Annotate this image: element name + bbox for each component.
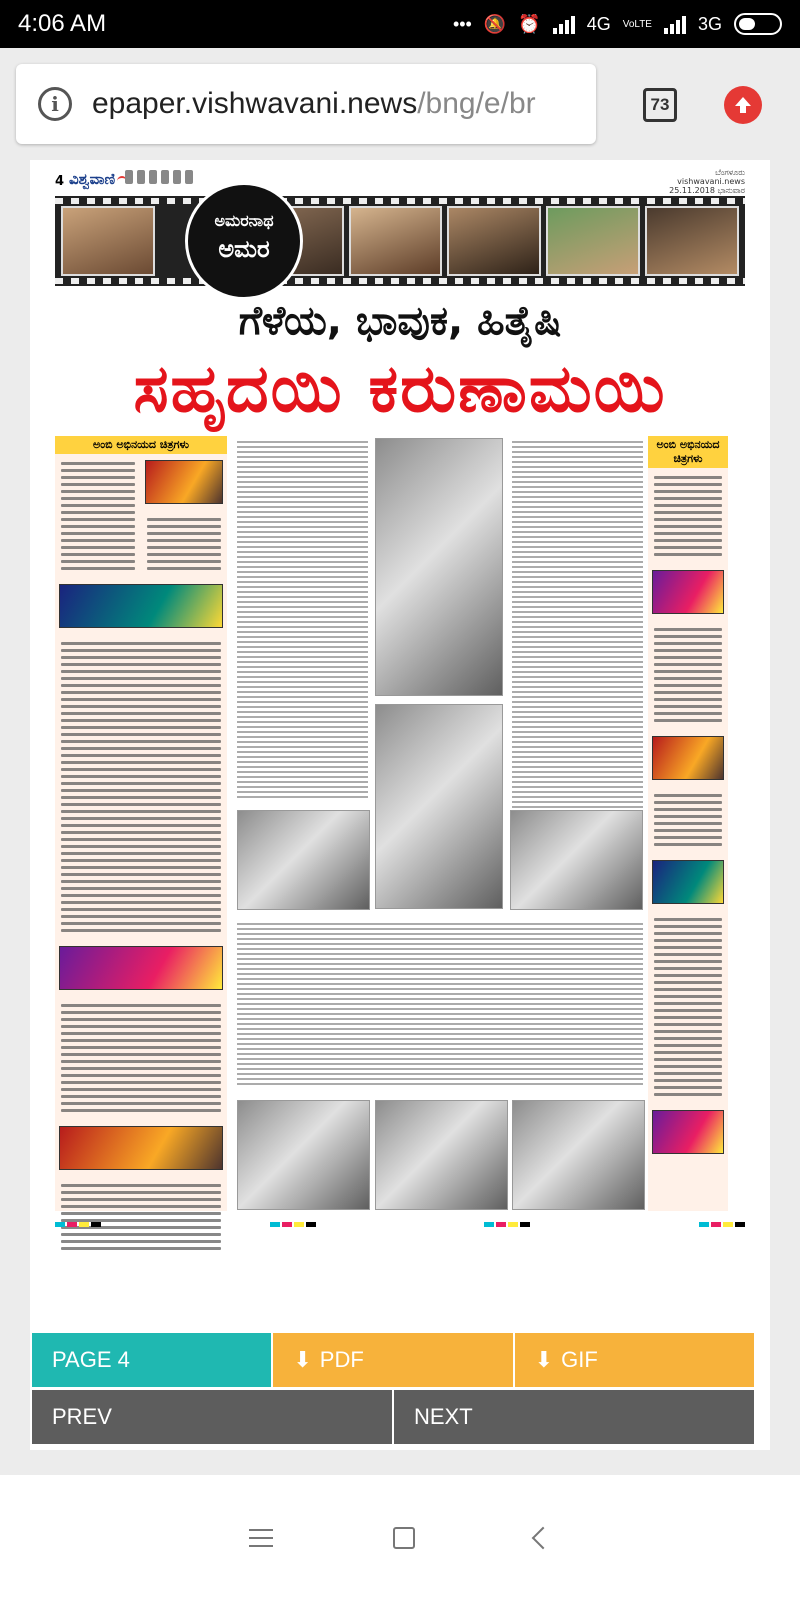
system-nav-bar [0,1475,800,1600]
gif-label: GIF [561,1347,598,1372]
url-text[interactable] [92,87,536,121]
pub-site: vishwavani.news [677,177,745,186]
gif-download-button[interactable] [515,1333,754,1387]
article-photo [375,438,503,696]
pdf-label: PDF [319,1347,364,1372]
status-icons [453,13,782,35]
film-poster [59,946,223,990]
film-poster [652,860,724,904]
page-area [0,160,800,1475]
browser-toolbar [0,48,800,160]
headline-main: ಸಹೃದಯಿ ಕರುಣಾಮಯಿ [133,350,667,427]
back-icon[interactable] [532,1526,555,1549]
article-column [510,436,645,856]
article-photo [510,810,643,910]
epaper-page[interactable] [30,160,770,1450]
film-poster [145,460,223,504]
films-heading-left: ಅಂಬಿ ಅಭಿನಯದ ಚಿತ್ರಗಳು [55,436,227,454]
badge-line-1: ಅಮರನಾಥ [214,211,274,230]
pdf-download-button[interactable] [273,1333,512,1387]
page-actions [32,1333,754,1387]
tab-switcher-button[interactable]: 73 [643,88,677,122]
photo-filmstrip [55,196,745,286]
url-path: /bng/e/br [417,87,536,120]
more-dots-icon: ••• [452,13,472,34]
page-navigation [32,1390,754,1444]
film-decoration-icon [125,170,195,190]
article-photo [237,810,370,910]
film-poster [652,1110,724,1154]
films-list-right [648,436,728,1211]
article-photo [375,704,503,909]
signal-icon-2 [664,14,686,34]
film-photo [61,206,155,276]
film-poster [59,584,223,628]
badge-line-2: ಅಮರ [218,235,270,263]
network-4g-label: 4G [586,13,611,34]
film-photo [546,206,640,276]
film-photo [447,206,541,276]
status-time: 4:06 AM [18,10,107,37]
download-icon: ⬇ [293,1347,312,1372]
url-host: epaper.vishwavani.news [92,87,418,120]
paper-header [55,168,745,194]
battery-icon [734,13,782,35]
amara-badge [185,182,303,300]
print-registration-marks [55,1222,745,1228]
film-photo [645,206,739,276]
pub-date: 25.11.2018 ಭಾನುವಾರ [669,186,745,195]
film-photo [349,206,443,276]
article-column [235,436,370,806]
alarm-icon: ⏰ [518,13,541,34]
info-icon[interactable]: i [38,87,72,121]
download-icon: ⬇ [534,1347,554,1372]
publication-info [669,168,745,195]
article-photo [512,1100,645,1210]
signal-icon [553,14,575,34]
prev-button[interactable]: PREV [32,1390,392,1444]
article-photo [237,1100,370,1210]
next-button[interactable]: NEXT [394,1390,754,1444]
masthead-logo: ವಿಶ್ವವಾಣಿ [69,170,127,188]
film-poster [59,1126,223,1170]
films-list-left [55,436,227,1211]
mute-icon: 🔕 [483,13,507,34]
address-bar[interactable] [16,64,596,144]
home-icon[interactable] [393,1527,415,1549]
headline-primary: ಗೆಳೆಯ, ಭಾವುಕ, ಹಿತೈಷಿ [238,298,562,344]
page-indicator: PAGE 4 [32,1333,271,1387]
film-poster [652,570,724,614]
status-bar [0,0,800,48]
films-heading-right: ಅಂಬಿ ಅಭಿನಯದ ಚಿತ್ರಗಳು [648,436,728,468]
article-photo [375,1100,508,1210]
film-poster [652,736,724,780]
menu-icon[interactable] [249,1529,273,1547]
volte-label: VoLTE [622,18,652,30]
paper-page-number: 4 [55,174,65,189]
article-column [235,918,645,1088]
network-3g-label: 3G [697,13,722,34]
update-icon[interactable] [724,86,762,124]
pub-city: ಬೆಂಗಳೂರು [715,168,745,177]
